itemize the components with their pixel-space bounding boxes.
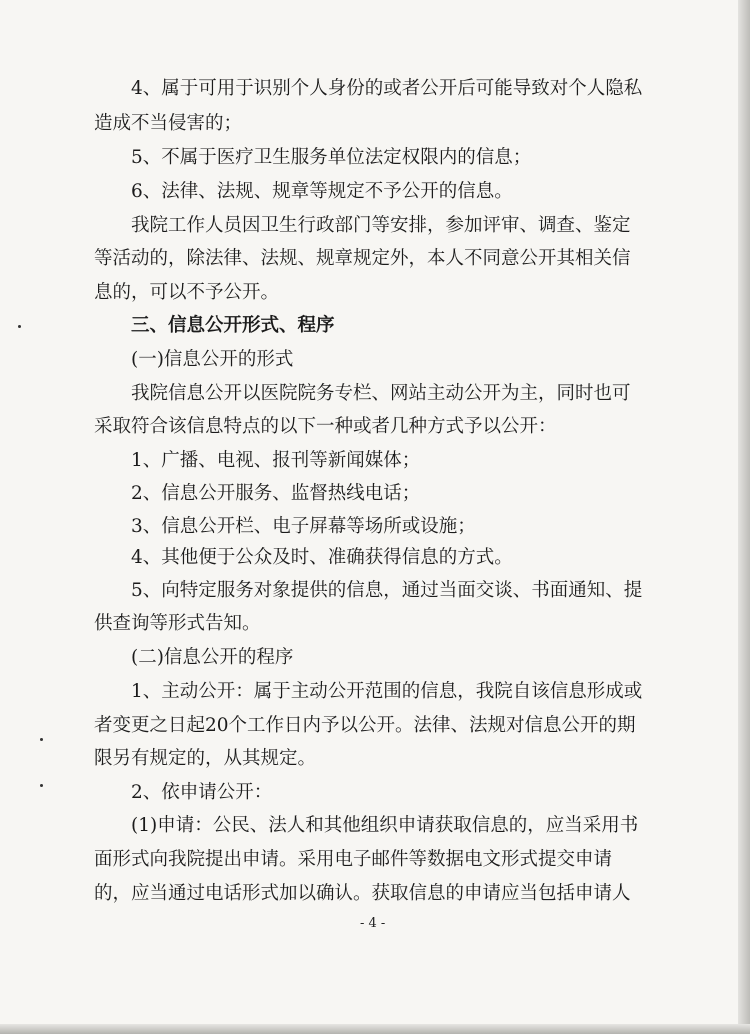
text-line-17: 供查询等形式告知。 xyxy=(94,613,261,634)
subsection-heading-1: (一)信息公开的形式 xyxy=(131,349,294,370)
text-line-2: 造成不当侵害的； xyxy=(94,113,243,134)
text-line-10: 我院信息公开以医院院务专栏、网站主动公开为主，同时也可 xyxy=(131,383,631,404)
text-line-25: 的，应当通过电话形式加以确认。获取信息的申请应当包括申请人 xyxy=(94,883,631,904)
text-line-22: 2、依申请公开： xyxy=(131,782,273,803)
page-number: - 4 - xyxy=(360,916,386,931)
scan-edge-right xyxy=(738,0,750,1034)
text-line-15: 4、其他便于公众及时、准确获得信息的方式。 xyxy=(131,547,513,568)
text-line-14: 3、信息公开栏、电子屏幕等场所或设施； xyxy=(131,516,476,537)
scan-edge-bottom xyxy=(0,1024,750,1034)
text-line-11: 采取符合该信息特点的以下一种或者几种方式予以公开： xyxy=(94,416,557,437)
text-line-16: 5、向特定服务对象提供的信息，通过当面交谈、书面通知、提 xyxy=(131,580,643,601)
text-line-21: 限另有规定的，从其规定。 xyxy=(94,748,317,769)
text-line-20: 者变更之日起20个工作日内予以公开。法律、法规对信息公开的期 xyxy=(94,715,636,736)
section-heading: 三、信息公开形式、程序 xyxy=(131,315,335,336)
scan-speck xyxy=(40,784,43,787)
text-line-24: 面形式向我院提出申请。采用电子邮件等数据电文形式提交申请 xyxy=(94,849,613,870)
text-line-5: 我院工作人员因卫生行政部门等安排，参加评审、调查、鉴定 xyxy=(131,215,631,236)
text-line-12: 1、广播、电视、报刊等新闻媒体； xyxy=(131,450,421,471)
text-line-1: 4、属于可用于识别个人身份的或者公开后可能导致对个人隐私 xyxy=(131,78,643,99)
text-line-6: 等活动的，除法律、法规、规章规定外，本人不同意公开其相关信 xyxy=(94,248,631,269)
text-line-7: 息的，可以不予公开。 xyxy=(94,282,280,303)
scan-speck xyxy=(18,325,21,328)
subsection-heading-2: (二)信息公开的程序 xyxy=(131,647,294,668)
text-line-13: 2、信息公开服务、监督热线电话； xyxy=(131,483,421,504)
scan-speck xyxy=(40,738,43,741)
text-line-4: 6、法律、法规、规章等规定不予公开的信息。 xyxy=(131,181,513,202)
text-line-23: (1)申请：公民、法人和其他组织申请获取信息的，应当采用书 xyxy=(131,815,639,836)
text-line-3: 5、不属于医疗卫生服务单位法定权限内的信息； xyxy=(131,147,532,168)
text-line-19: 1、主动公开：属于主动公开范围的信息，我院自该信息形成或 xyxy=(131,681,643,702)
